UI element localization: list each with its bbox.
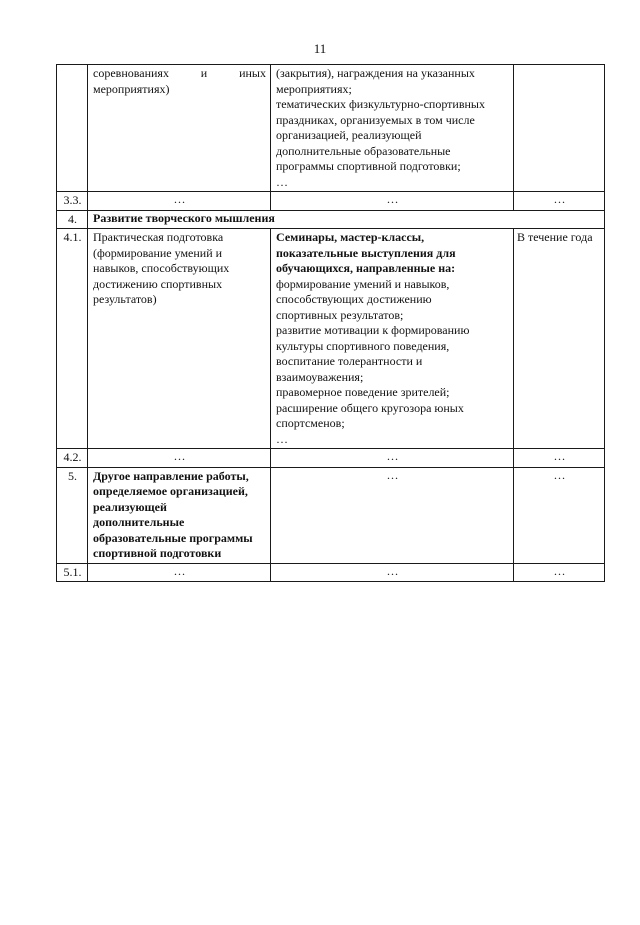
content-line: дополнительные образовательные xyxy=(276,143,451,158)
content-line: … xyxy=(276,431,288,446)
cell-number: 5. xyxy=(57,467,88,563)
content-line: праздниках, организуемых в том числе xyxy=(276,112,475,127)
table-row-5-1 xyxy=(57,563,605,582)
content-line: воспитание толерантности и xyxy=(276,354,423,368)
direction-line: мероприятиях) xyxy=(93,81,170,96)
cell-number: 5.1. xyxy=(57,563,88,582)
word: иных xyxy=(239,66,266,80)
cell-content: … xyxy=(271,192,514,211)
content-line: программы спортивной подготовки; xyxy=(276,159,461,173)
cell-direction: … xyxy=(88,449,271,468)
cell-content: … xyxy=(271,467,514,563)
content-heading-line: обучающихся, направленные на: xyxy=(276,261,456,275)
page-number: 11 xyxy=(313,41,327,56)
direction-line: определяемое организацией, xyxy=(93,484,248,498)
direction-line: результатов) xyxy=(93,292,157,306)
cell-direction: … xyxy=(88,192,271,211)
word: и xyxy=(200,66,208,80)
cell-number: 3.3. xyxy=(57,192,88,211)
table-row-4-2 xyxy=(57,449,605,468)
content-line: спортивных результатов; xyxy=(276,307,404,322)
table-row-3-3 xyxy=(57,192,605,211)
cell-direction xyxy=(88,229,271,449)
direction-line: дополнительные xyxy=(93,515,185,529)
content-line: способствующих достижению xyxy=(276,292,432,306)
activity-plan-table xyxy=(56,64,605,582)
direction-line: реализующей xyxy=(93,499,167,514)
cell-number: 4. xyxy=(57,210,88,229)
content-line: формирование умений и навыков, xyxy=(276,276,450,291)
content-line: (закрытия), награждения на указанных xyxy=(276,66,475,80)
table-row-section-5 xyxy=(57,467,605,563)
content-line: … xyxy=(276,174,288,189)
content-line: мероприятиях; xyxy=(276,81,352,96)
cell-direction xyxy=(88,65,271,192)
cell-content xyxy=(271,229,514,449)
table-row-4-1 xyxy=(57,229,605,449)
content-line: правомерное поведение зрителей; xyxy=(276,385,450,399)
cell-content: … xyxy=(271,449,514,468)
content-line: развитие мотивации к формированию xyxy=(276,323,470,337)
section-title: Развитие творческого мышления xyxy=(88,210,605,229)
word: соревнованиях xyxy=(93,66,169,80)
content-line: расширение общего кругозора юных xyxy=(276,400,464,415)
cell-content xyxy=(271,65,514,192)
content-line: спортсменов; xyxy=(276,416,345,430)
cell-number xyxy=(57,65,88,192)
cell-time: … xyxy=(514,467,605,563)
cell-direction xyxy=(88,467,271,563)
table-row-continuation xyxy=(57,65,605,192)
cell-time: … xyxy=(514,449,605,468)
content-heading-line: Семинары, мастер-классы, xyxy=(276,230,425,244)
table-row-section-4 xyxy=(57,210,605,229)
cell-time: … xyxy=(514,192,605,211)
content-line: организацией, реализующей xyxy=(276,128,422,142)
direction-line: достижению спортивных xyxy=(93,276,223,291)
direction-line: (формирование умений и xyxy=(93,245,223,260)
direction-line: спортивной подготовки xyxy=(93,546,222,560)
content-heading-line: показательные выступления для xyxy=(276,245,456,260)
cell-number: 4.2. xyxy=(57,449,88,468)
content-line: тематических физкультурно-спортивных xyxy=(276,97,485,111)
direction-line xyxy=(93,66,266,82)
content-line: культуры спортивного поведения, xyxy=(276,338,450,353)
cell-content: … xyxy=(271,563,514,582)
direction-line: образовательные программы xyxy=(93,530,253,545)
cell-time: … xyxy=(514,563,605,582)
cell-time: В течение года xyxy=(514,229,605,449)
cell-direction: … xyxy=(88,563,271,582)
content-line: взаимоуважения; xyxy=(276,369,364,384)
direction-line: Другое направление работы, xyxy=(93,468,249,483)
cell-time xyxy=(514,65,605,192)
direction-line: навыков, способствующих xyxy=(93,261,230,275)
direction-line: Практическая подготовка xyxy=(93,230,224,244)
cell-number: 4.1. xyxy=(57,229,88,449)
